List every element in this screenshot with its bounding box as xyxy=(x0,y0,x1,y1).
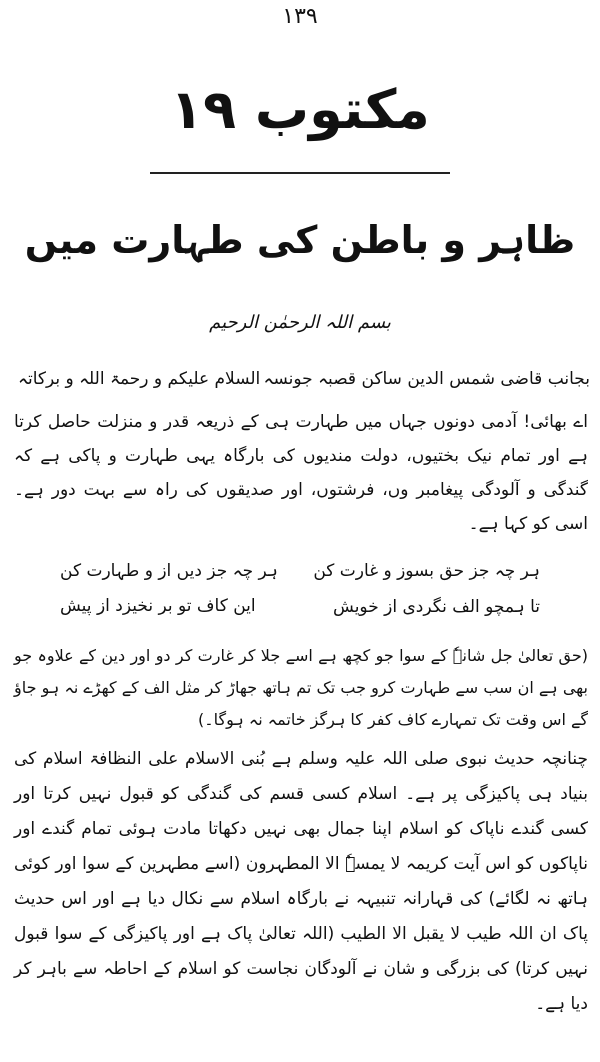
greeting: السلام علیکم و رحمۃ اللہ و برکاتہ xyxy=(18,369,261,389)
letter-subtitle: ظاہر و باطن کی طہارت میں xyxy=(24,218,576,262)
verse-line-1-right: ہر چہ جز حق بسوز و غارت کن xyxy=(313,561,540,581)
persian-verse xyxy=(60,560,540,640)
verse-line-1-left: ہر چہ جز دیں از و طہارت کن xyxy=(60,561,278,581)
heading-divider xyxy=(150,172,450,174)
paragraph-1: اے بھائی! آدمی دونوں جہاں میں طہارت ہی کے ذریعہ قدر و منزلت حاصل کرتا ہے اور تمام نیک بختیوں، دولت مندیوں کی بارگاہ یہی طہارت و پاکی ہے کہ گندگی و آلودگی پیغامبر وں، فرشتوں، اور صدیقوں کی راہ سے بہت دور ہے۔ اسی کو کہا ہے۔ xyxy=(14,412,588,534)
verse-line-1 xyxy=(60,560,540,596)
addressee: بجانب قاضی شمس الدین ساکن قصبہ جونسہ xyxy=(263,369,590,389)
paragraph-2-translation: (حق تعالیٰ جل شانہٗ کے سوا جو کچھ ہے اسے جلا کر غارت کر دو اور دین کے علاوہ جو بھی ہے ان سب سے طہارت کرو جب تک تم ہاتھ جھاڑ کر مثل الف کے کھڑے نہ ہو جاؤ گے اس وقت تک تمہارے کاف کفر کا ہرگز خاتمہ نہ ہوگا۔) xyxy=(14,646,588,729)
salutation-line xyxy=(18,368,590,396)
verse-line-2-right: تا ہمچو الف نگردی از خویش xyxy=(333,597,540,617)
paragraph-3: چنانچہ حدیث نبوی صلی اللہ علیہ وسلم ہے بُنی الاسلام علی النظافۃ اسلام کی بنیاد ہی پاکیزگی پر ہے۔ اسلام کسی قسم کی گندگی کو قبول نہیں کرتا اور کسی گندے ناپاک کو اسلام اپنا جمال بھی نہیں دکھاتا مادت ہوئی تمام گندے اور ناپاکوں کو اس آیت کریمہ لا یمسہٗ الا المطہرون (اسے مطہرین کے سوا اور کوئی ہاتھ نہ لگائے) کی قہارانہ تنبیہہ نے بارگاہ اسلام سے نکال دیا ہے اور اس حدیث پاک ان اللہ طیب لا یقبل الا الطیب (اللہ تعالیٰ پاک ہے اور پاکیزگی کے سوا قبول نہیں کرتا) کی بزرگی و شان نے آلودگان نجاست کو اسلام کے احاطہ سے باہر کر دیا ہے۔ xyxy=(14,749,588,1014)
bismillah: بسم اللہ الرحمٰن الرحیم xyxy=(209,312,391,333)
verse-line-2 xyxy=(60,596,540,632)
letter-heading: مکتوب ١٩ xyxy=(170,78,430,141)
page-number: ١٣٩ xyxy=(282,4,318,29)
verse-line-2-left: این کاف تو بر نخیزد از پیش xyxy=(60,596,256,616)
